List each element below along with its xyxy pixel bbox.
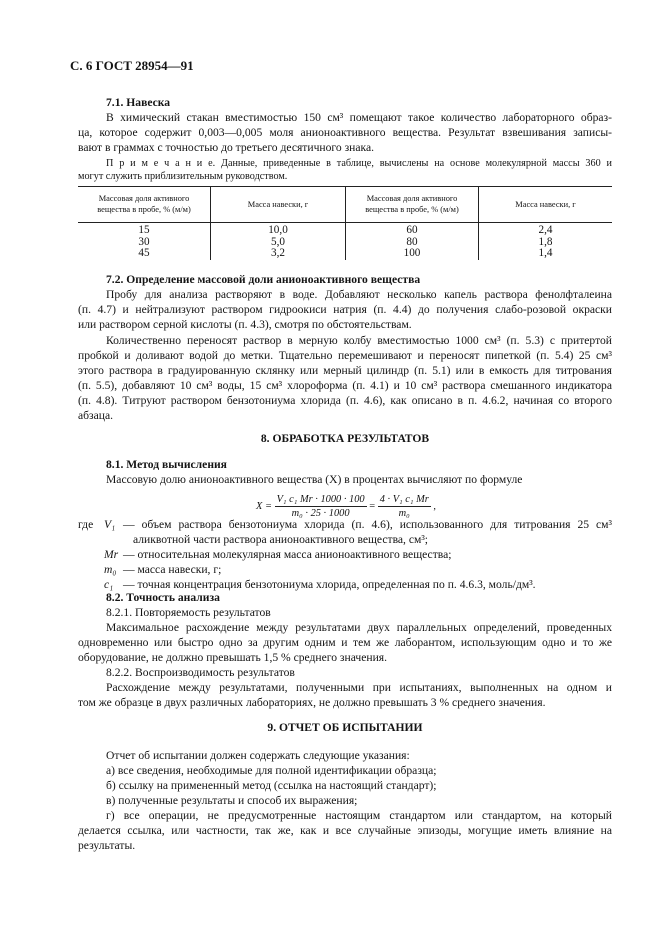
s72-p2-line: абзаца.: [78, 409, 114, 422]
table-cell: 80: [406, 235, 418, 248]
formula-comma: ,: [433, 500, 436, 512]
list-item-cont: делается ссылка, или частности, так же, как и все случайные эпизоды, могущие иметь влияние на: [78, 824, 612, 837]
s821-line: оборудование, не должно превышать 1,5 % среднего значения.: [78, 651, 388, 664]
table-header-cell: Масса навески, г: [515, 200, 576, 209]
formula-equals: =: [369, 500, 376, 512]
s821-line: Максимальное расхождение между результатами двух параллельных определений, проведенных: [106, 621, 612, 634]
table-cell: 100: [403, 247, 421, 259]
table-cell: 10,0: [268, 224, 288, 236]
table-cell: 3,2: [271, 247, 285, 259]
table-cell: 2,4: [538, 224, 553, 236]
table-row: [78, 225, 612, 237]
def-text: — объем раствора бензотониума хлорида (п. 4.6), использованного для титрования 25 см³: [123, 518, 612, 531]
formula-fraction-2: [378, 494, 431, 519]
section-7-1-title: 7.1. Навеска: [106, 96, 171, 109]
s72-p2-line: (п. 5.5), добавляют 10 см³ воды, 15 см³ хлороформа (п. 4.1) и 10 см³ раствора смешанного индикатора: [78, 379, 612, 392]
table-header-cell: Массовая доля активного вещества в пробе, % (м/м): [365, 194, 459, 214]
table-cell: 1,4: [538, 247, 553, 259]
s72-p2-line: Количественно переносят раствор в мерную колбу вместимостью 1000 см³ (п. 5.3) с притертой: [106, 334, 612, 347]
def-symbol: m₀: [104, 563, 117, 576]
def-text: — масса навески, г;: [123, 563, 222, 576]
s72-p1-line: Пробу для анализа растворяют в воде. Добавляют несколько капель раствора фенолфталеина: [106, 288, 612, 301]
table-cell: 5,0: [271, 235, 285, 248]
where-label: где: [78, 518, 94, 531]
list-item: г) все операции, не предусмотренные настоящим стандартом или стандартом, на который: [106, 809, 612, 822]
section-9-title: 9. ОТЧЕТ ОБ ИСПЫТАНИИ: [267, 721, 423, 734]
table-cell: 1,8: [538, 235, 553, 248]
formula: [256, 494, 436, 519]
s9-intro: Отчет об испытании должен содержать следующие указания:: [106, 749, 410, 762]
s71-line-1: В химический стакан вместимостью 150 см³ помещают такое количество лабораторного образ-: [106, 111, 612, 124]
list-item: б) ссылку на примененный метод (ссылка на настоящий стандарт);: [106, 779, 437, 792]
def-symbol: c₁: [104, 578, 114, 591]
table-header-cell: Масса навески, г: [247, 200, 309, 209]
s822-line: том же образце в двух различных лабораториях, не должно превышать 3 % среднего значения.: [78, 696, 546, 709]
s72-p1-line: или раствором серной кислоты (п. 4.3), смотря по обстоятельствам.: [78, 318, 412, 331]
s822-line: Расхождение между результатами, полученными при испытаниях, выполненных на одном и: [106, 681, 612, 694]
s81-text: Массовую долю анионоактивного вещества (X) в процентах вычисляют по формуле: [106, 473, 523, 486]
def-text: аликвотной части раствора анионоактивного вещества, см³;: [133, 533, 429, 546]
s71-line-2: ца, которое содержит 0,003—0,005 моля анионоактивного вещества. Результат взвешивания записы-: [78, 126, 612, 139]
s72-p2-line: (п. 4.8). Титруют раствором бензотониума хлорида (п. 4.6), как описано в п. 4.6.2, начиная со второго: [78, 394, 612, 407]
section-8-2-1-title: 8.2.1. Повторяемость результатов: [106, 606, 271, 619]
formula-numerator-2: 4 · V₁ c₁ Mr: [379, 494, 429, 505]
s821-line: одновременно или быстро одно за другим одним и тем же лаборантом, использующим одно и то же: [78, 636, 612, 649]
formula-denominator-2: m₀: [398, 508, 410, 519]
formula-lhs: X =: [256, 500, 272, 512]
s72-p2-line: пробкой и доливают водой до метки. Тщательно перемешивают и переносят пипеткой (п. 5.4) 25 см³: [78, 349, 612, 362]
s72-p1-line: (п. 4.7) и нейтрализуют раствором гидроокиси натрия (п. 4.4) до получения слабо-розовой окраски: [78, 303, 612, 316]
list-item-cont: результаты.: [78, 839, 136, 852]
table-row: [78, 248, 612, 260]
def-text: — относительная молекулярная масса анионоактивного вещества;: [123, 548, 452, 561]
page-header: С. 6 ГОСТ 28954—91: [70, 58, 194, 73]
def-symbol: Mr: [104, 548, 119, 561]
section-7-2-title: 7.2. Определение массовой доли анионоактивного вещества: [106, 273, 421, 286]
table-cell: 60: [406, 224, 418, 236]
table-cell: 15: [138, 224, 150, 236]
note-line-1: П р и м е ч а н и е. Данные, приведенные в таблице, вычислены на основе молекулярной массы 360 и: [106, 158, 612, 169]
table-row: [78, 237, 612, 249]
def-text: — точная концентрация бензотониума хлорида, определенная по п. 4.6.3, моль/дм³.: [123, 578, 536, 591]
list-item: в) полученные результаты и способ их выражения;: [106, 794, 358, 807]
section-8-title: 8. ОБРАБОТКА РЕЗУЛЬТАТОВ: [260, 432, 430, 445]
section-8-1-title: 8.1. Метод вычисления: [106, 458, 227, 471]
table-cell: 45: [138, 247, 150, 259]
s72-p2-line: этого раствора в градуированную склянку или мерный цилиндр (п. 5.1) или в емкость для титрования: [78, 364, 612, 377]
list-item: а) все сведения, необходимые для полной идентификации образца;: [106, 764, 437, 777]
table-cell: 30: [138, 235, 150, 248]
table-body: [78, 225, 612, 260]
formula-numerator-1: V₁ c₁ Mr · 1000 · 100: [276, 494, 365, 505]
formula-denominator-1: m₀ · 25 · 1000: [291, 508, 350, 519]
s71-line-3: вают в граммах с точностью до третьего десятичного знака.: [78, 141, 374, 154]
formula-fraction-1: [275, 494, 367, 519]
table-header-cell: Массовая доля активного вещества в пробе, % (м/м): [97, 194, 191, 214]
def-symbol: V₁: [104, 518, 116, 531]
section-8-2-2-title: 8.2.2. Воспроизводимость результатов: [106, 666, 295, 679]
section-8-2-title: 8.2. Точность анализа: [106, 591, 220, 604]
note-line-2: могут служить приблизительным руководством.: [78, 171, 288, 182]
